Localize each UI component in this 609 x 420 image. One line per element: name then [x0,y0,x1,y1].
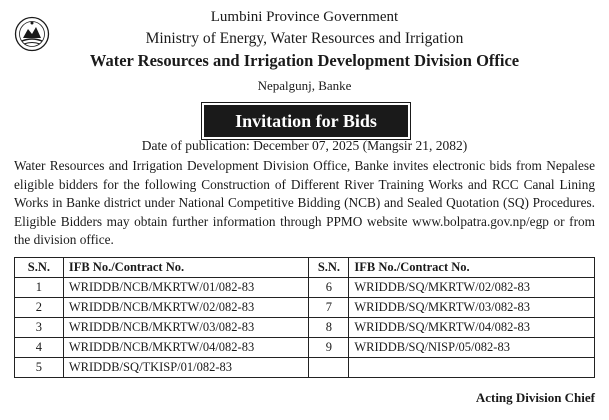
sn-cell: 2 [15,298,64,318]
table-header-row [15,258,595,278]
table-row [15,318,595,338]
publication-date: Date of publication: December 07, 2025 (Mangsir 21, 2082) [141,138,468,153]
notice-title: Invitation for Bids [235,110,377,131]
sn-cell: 4 [15,338,64,358]
table-row [15,278,595,298]
ifb-header: IFB No./Contract No. [63,258,309,278]
sn-cell [309,358,349,378]
signature-title: Acting Division Chief [475,390,595,405]
sn-cell: 3 [15,318,64,338]
ifb-cell: WRIDDB/NCB/MKRTW/02/082-83 [63,298,309,318]
table-row [15,358,595,378]
notice-body: Water Resources and Irrigation Development Division Office, Banke invites electronic bids from Nepalese eligible bidders for the following Construction of Different River Training Works and RCC Canal Lining Works in Banke district under National Competitive Bidding (NCB) and Sealed Quotation (SQ) Procedures. Eligible Bidders may obtain further information through PPMO website www.bolpatra.gov.np/egp or from the division office. [14,158,595,248]
sn-cell: 7 [309,298,349,318]
ifb-cell: WRIDDB/NCB/MKRTW/01/082-83 [63,278,309,298]
ifb-cell: WRIDDB/SQ/MKRTW/02/082-83 [349,278,595,298]
sn-cell: 6 [309,278,349,298]
ifb-header-2: IFB No./Contract No. [349,258,595,278]
ifb-cell: WRIDDB/SQ/NISP/05/082-83 [349,338,595,358]
province-government-line: Lumbini Province Government [210,9,399,25]
notice-title-banner [204,105,408,137]
ifb-cell [349,358,595,378]
ifb-cell: WRIDDB/NCB/MKRTW/04/082-83 [63,338,309,358]
sn-cell: 5 [15,358,64,378]
office-name: Water Resources and Irrigation Development Division Office [89,51,520,70]
ifb-cell: WRIDDB/SQ/MKRTW/04/082-83 [349,318,595,338]
ifb-cell: WRIDDB/SQ/MKRTW/03/082-83 [349,298,595,318]
table-row [15,338,595,358]
bids-table [14,257,595,378]
sn-cell: 9 [309,338,349,358]
sn-header-2: S.N. [309,258,349,278]
sn-cell: 1 [15,278,64,298]
sn-cell: 8 [309,318,349,338]
ifb-cell: WRIDDB/NCB/MKRTW/03/082-83 [63,318,309,338]
office-location: Nepalgunj, Banke [257,78,352,93]
ifb-cell: WRIDDB/SQ/TKISP/01/082-83 [63,358,309,378]
ministry-line: Ministry of Energy, Water Resources and Irrigation [145,30,464,47]
table-row [15,298,595,318]
sn-header: S.N. [15,258,64,278]
